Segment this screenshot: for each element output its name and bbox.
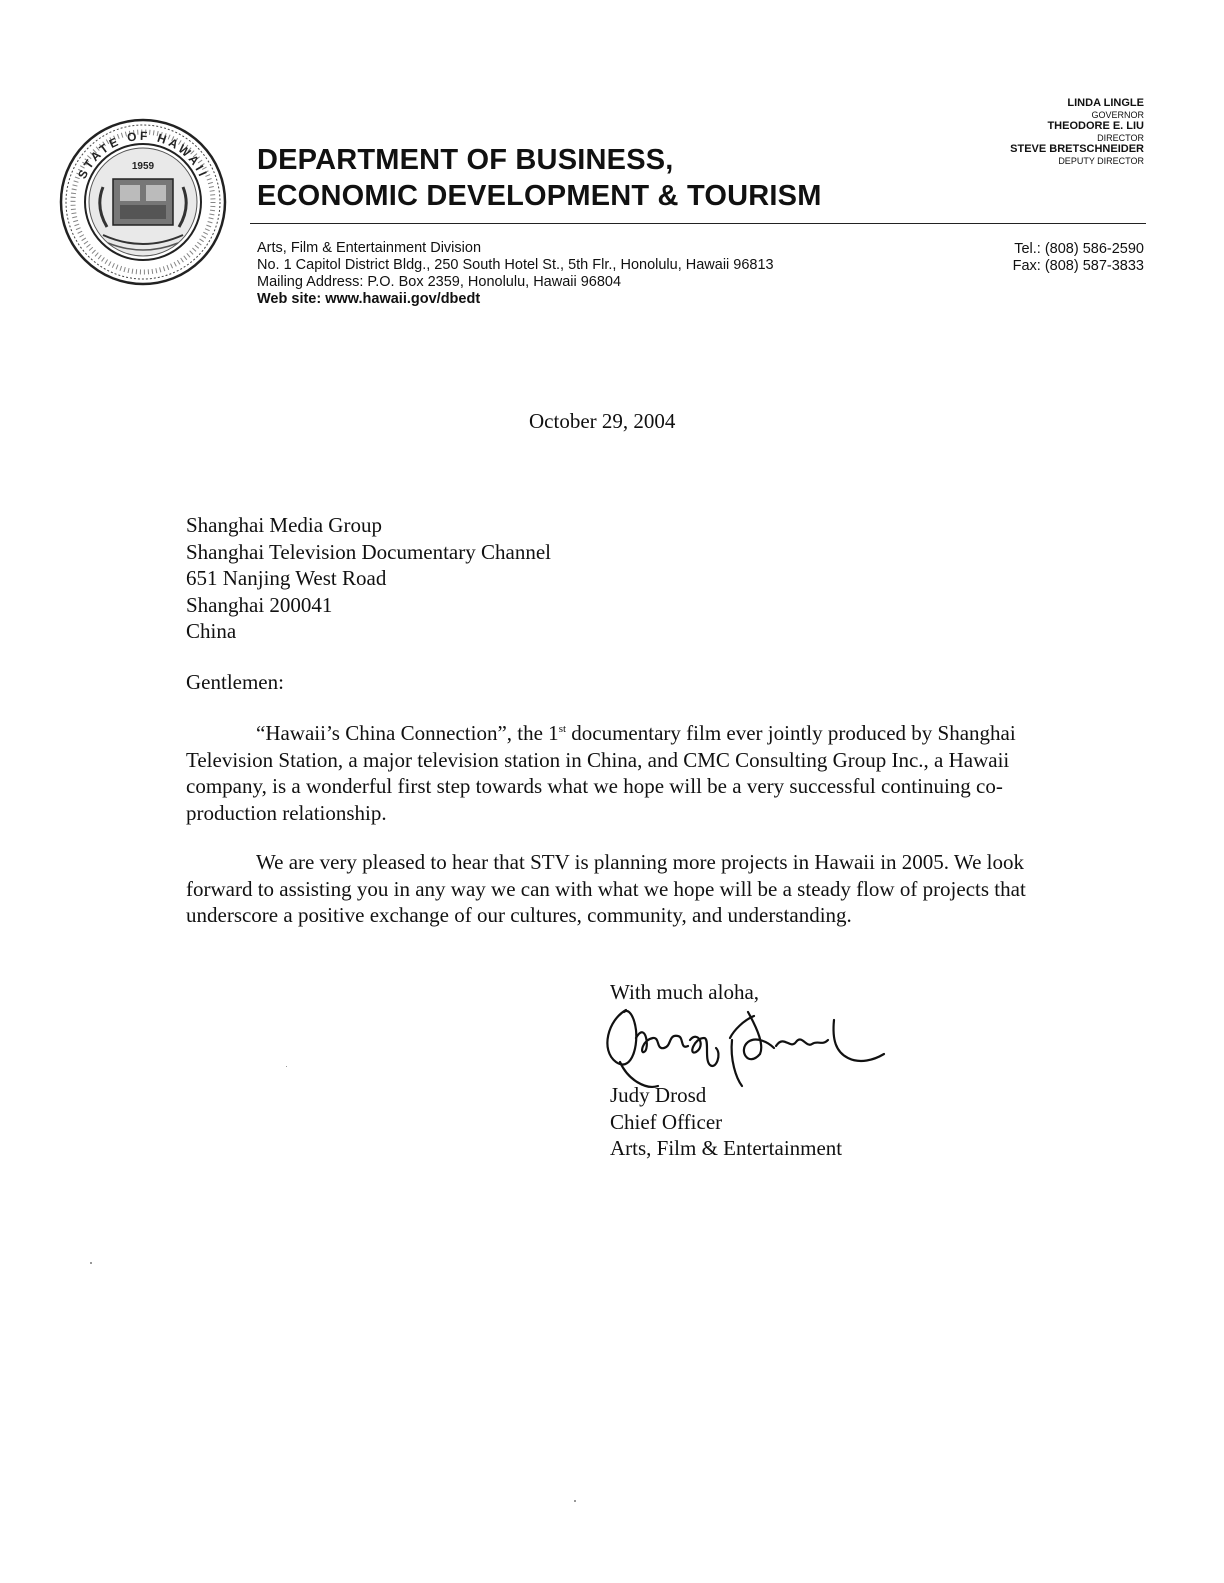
- department-title-line2: ECONOMIC DEVELOPMENT & TOURISM: [257, 180, 822, 212]
- recipient-address: [186, 512, 551, 645]
- director-name: THEODORE E. LIU: [1047, 120, 1144, 132]
- recipient-line: Shanghai 200041: [186, 592, 333, 617]
- signer-name: Judy Drosd: [610, 1083, 707, 1107]
- contact-block: [1013, 241, 1144, 275]
- scan-speck: [286, 1066, 287, 1067]
- scan-speck: [90, 1262, 92, 1264]
- street-address: No. 1 Capitol District Bldg., 250 South Hotel St., 5th Flr., Honolulu, Hawaii 96813: [257, 257, 774, 273]
- recipient-line: Shanghai Television Documentary Channel: [186, 539, 551, 564]
- letter-date: October 29, 2004: [529, 409, 676, 433]
- recipient-line: Shanghai Media Group: [186, 513, 382, 537]
- body-paragraph-1: [186, 720, 1046, 826]
- signer-block: [610, 1082, 842, 1162]
- paragraph1-text-b: documentary film ever jointly produced by Shanghai Television Station, a major television station in China, and CMC Consulting Group Inc., a Hawaii company, is a wonderful first step towards what we hope will be a very successful continuing co-production relationship.: [186, 721, 1016, 825]
- body-paragraph-2: We are very pleased to hear that STV is planning more projects in Hawaii in 2005. We look forward to assisting you in any way we can with what we hope will be a steady flow of projects that underscore a positive exchange of our cultures, community, and understanding.: [186, 850, 1026, 927]
- director-title: DIRECTOR: [1097, 133, 1144, 143]
- officials-block: [1010, 97, 1144, 166]
- department-title-line1: DEPARTMENT OF BUSINESS,: [257, 144, 674, 176]
- governor-title: GOVERNOR: [1091, 110, 1144, 120]
- governor-name: LINDA LINGLE: [1067, 97, 1144, 109]
- recipient-line: China: [186, 619, 237, 643]
- telephone-number: Tel.: (808) 586-2590: [1014, 241, 1144, 257]
- deputy-director-name: STEVE BRETSCHNEIDER: [1010, 143, 1144, 155]
- fax-number: Fax: (808) 587-3833: [1012, 258, 1144, 274]
- state-seal-logo: [58, 117, 228, 287]
- svg-text:STATE OF HAWAII: STATE OF HAWAII: [75, 128, 211, 181]
- closing: With much aloha,: [610, 980, 760, 1004]
- deputy-director-title: DEPUTY DIRECTOR: [1058, 156, 1144, 166]
- department-title: [257, 142, 822, 214]
- division-name: Arts, Film & Entertainment Division: [257, 240, 482, 256]
- paragraph1-text-a: “Hawaii’s China Connection”, the 1: [256, 721, 559, 745]
- ordinal-superscript: st: [558, 723, 567, 735]
- letterhead-divider: [250, 223, 1146, 224]
- website-link[interactable]: Web site: www.hawaii.gov/dbedt: [257, 291, 481, 307]
- scan-speck: [574, 1500, 576, 1502]
- address-block: [257, 240, 774, 308]
- svg-text:1959: 1959: [131, 161, 155, 172]
- recipient-line: 651 Nanjing West Road: [186, 566, 387, 590]
- signer-title: Chief Officer: [610, 1109, 723, 1134]
- mailing-address: Mailing Address: P.O. Box 2359, Honolulu, Hawaii 96804: [257, 274, 622, 290]
- salutation: Gentlemen:: [186, 670, 284, 694]
- signer-division: Arts, Film & Entertainment: [610, 1136, 843, 1160]
